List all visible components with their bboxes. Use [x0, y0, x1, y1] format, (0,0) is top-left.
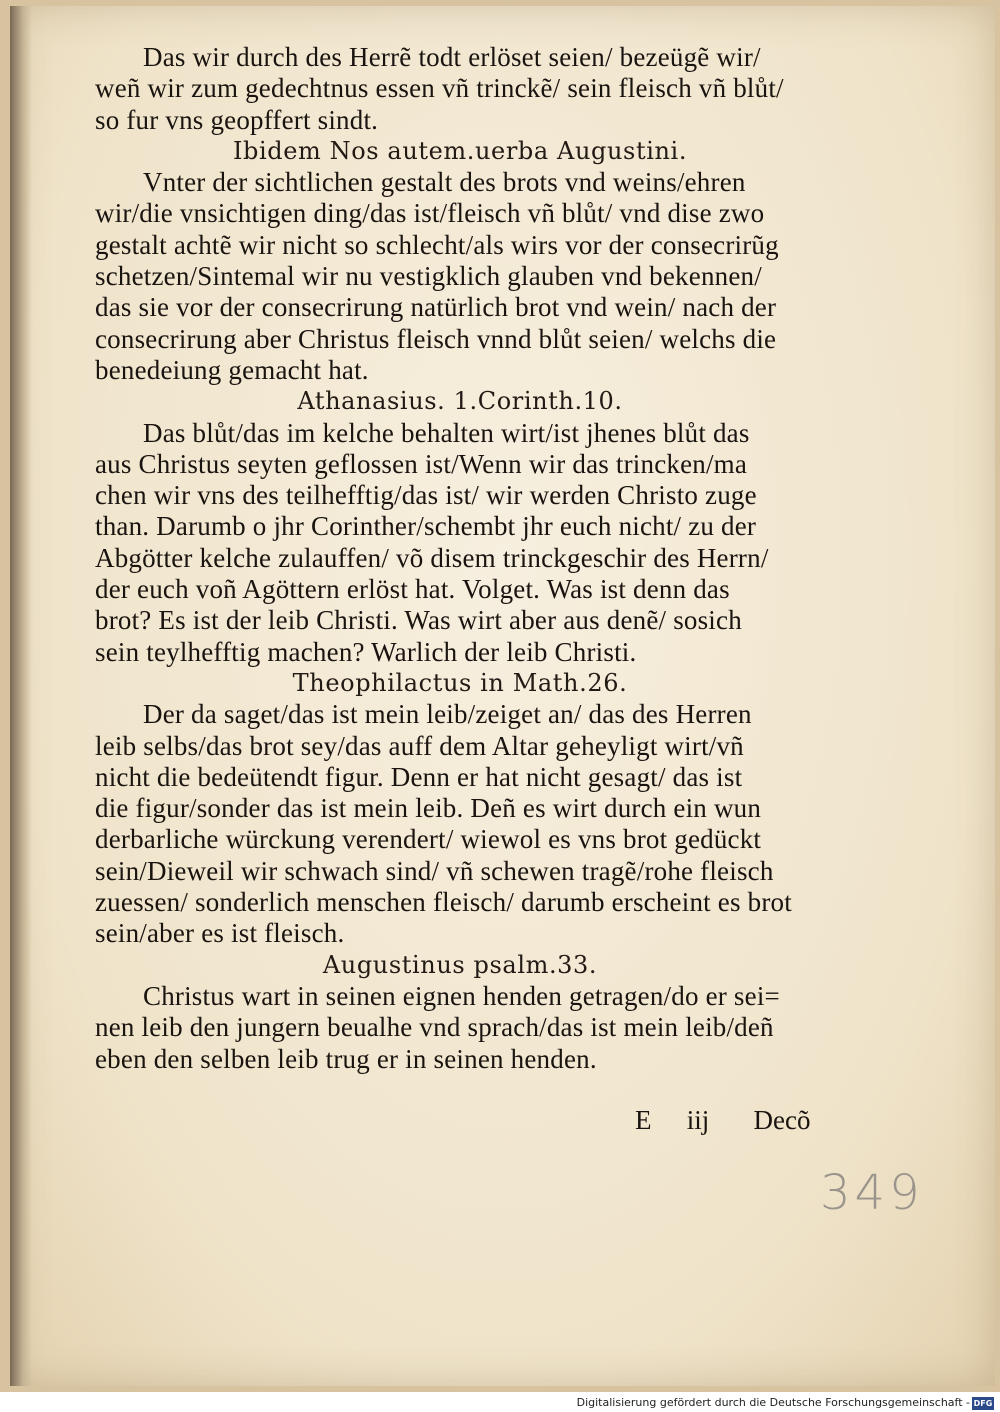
- dfg-logo-icon: DFG: [973, 1399, 993, 1408]
- paragraph-athanasius: [95, 418, 825, 668]
- paragraph-augustini: [95, 167, 825, 386]
- text-line: zuessen/ sonderlich menschen fleisch/ darumb erscheint es brot: [95, 887, 792, 918]
- text-line: sein/Dieweil wir schwach sind/ vñ schewen tragẽ/rohe fleisch: [95, 855, 774, 886]
- section-heading: Augustinus psalm.33.: [322, 950, 598, 979]
- paragraph-intro: [95, 42, 825, 136]
- text-line: than. Darumb o jhr Corinther/schembt jhr euch nicht/ zu der: [95, 511, 757, 542]
- text-line: Der da saget/das ist mein leib/zeiget an/ das des Herren: [143, 699, 752, 730]
- catchword: Decõ: [753, 1105, 811, 1135]
- paragraph-augustinus-psalm: [95, 981, 825, 1075]
- text-line: das sie vor der consecrirung natürlich brot vnd wein/ nach der: [95, 292, 777, 323]
- text-line: nen leib den jungern beualhe vnd sprach/das ist mein leib/deñ: [95, 1012, 774, 1043]
- text-line: consecrirung aber Christus fleisch vnnd blůt seien/ welchs die: [95, 323, 777, 354]
- section-heading: Theophilactus in Math.26.: [292, 668, 628, 697]
- text-line: derbarliche würckung verendert/ wiewol es vns brot gedückt: [95, 824, 762, 855]
- signature-mark: E: [635, 1105, 652, 1135]
- text-line: Christus wart in seinen eignen henden getragen/do er sei=: [143, 980, 780, 1011]
- text-line: Abgötter kelche zulauffen/ võ disem trinckgeschir des Herrn/: [95, 542, 769, 573]
- text-line: benedeiung gemacht hat.: [95, 354, 369, 385]
- text-line: gestalt achtẽ wir nicht so schlecht/als wirs vor der consecrirũg: [95, 229, 779, 260]
- text-line: nicht die bedeütendt figur. Denn er hat nicht gesagt/ das ist: [95, 761, 743, 792]
- text-line: leib selbs/das brot sey/das auff dem Altar geheyligt wirt/vñ: [95, 730, 744, 761]
- text-line: wir/die vnsichtigen ding/das ist/fleisch vñ blůt/ vnd dise zwo: [95, 198, 765, 229]
- digitization-credit: Digitalisierung gefördert durch die Deutsche Forschungsgemeinschaft -: [576, 1396, 970, 1409]
- text-line: schetzen/Sintemal wir nu vestigklich glauben vnd bekennen/: [95, 261, 762, 292]
- text-line: aus Christus seyten geflossen ist/Wenn wir das trincken/ma: [95, 448, 748, 479]
- section-heading: Ibidem Nos autem.uerba Augustini.: [232, 136, 688, 165]
- text-line: Vnter der sichtlichen gestalt des brots vnd weins/ehren: [143, 167, 746, 198]
- text-line: Das wir durch des Herrẽ todt erlöset seien/ bezeügẽ wir/: [143, 42, 761, 72]
- text-line: weñ wir zum gedechtnus essen vñ trinckẽ/ sein fleisch vñ blůt/: [95, 73, 784, 104]
- text-line: eben den selben leib trug er in seinen henden.: [95, 1043, 597, 1074]
- pencil-folio-number: 349: [820, 1165, 924, 1221]
- text-line: der euch voñ Agöttern erlöst hat. Volget. Was ist denn das: [95, 574, 730, 605]
- text-line: sein teylhefftig machen? Warlich der leib Christi.: [95, 636, 637, 667]
- text-line: chen wir vns des teilhefftig/das ist/ wir werden Christo zuge: [95, 480, 757, 511]
- section-heading: Athanasius. 1.Corinth.10.: [297, 387, 623, 416]
- signature-number: iij: [686, 1105, 710, 1135]
- text-line: so fur vns geopffert sindt.: [95, 104, 379, 135]
- paragraph-theophilactus: [95, 699, 825, 949]
- text-line: brot? Es ist der leib Christi. Was wirt aber aus denẽ/ sosich: [95, 605, 742, 636]
- page-text: [95, 42, 825, 1075]
- text-line: die figur/sonder das ist mein leib. Deñ es wirt durch ein wun: [95, 793, 762, 824]
- book-spine-shadow: [10, 6, 32, 1386]
- page-footer: [635, 1105, 835, 1136]
- text-line: sein/aber es ist fleisch.: [95, 918, 345, 949]
- text-line: Das blůt/das im kelche behalten wirt/ist jhenes blůt das: [143, 417, 750, 448]
